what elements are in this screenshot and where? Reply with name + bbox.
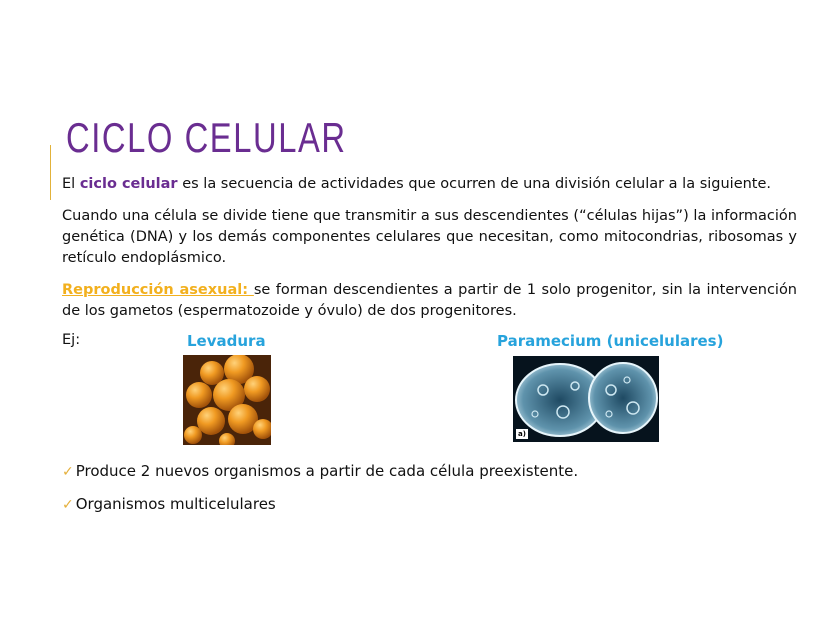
checklist-item bbox=[62, 462, 578, 480]
slide-title: CICLO CELULAR bbox=[66, 114, 347, 161]
paramecium-image bbox=[513, 356, 659, 442]
paragraph-definition-lead: El bbox=[62, 176, 80, 192]
caption-paramecium: Paramecium (unicelulares) bbox=[497, 332, 724, 350]
example-label: Ej: bbox=[62, 332, 81, 348]
paragraph-definition-rest: es la secuencia de actividades que ocurren de una división celular a la siguiente. bbox=[177, 176, 772, 192]
checklist-item bbox=[62, 495, 276, 513]
yeast-image bbox=[183, 355, 271, 445]
yeast-cells-illustration bbox=[183, 355, 271, 445]
checklist-item-text: Produce 2 nuevos organismos a partir de cada célula preexistente. bbox=[75, 462, 579, 480]
accent-bar bbox=[50, 145, 51, 200]
paragraph-division: Cuando una célula se divide tiene que transmitir a sus descendientes (“células hijas”) la información genética (DNA) y los demás componentes celulares que necesitan, como mitocondrias, ribosomas y retículo endoplásmico. bbox=[62, 208, 797, 266]
check-mark-icon: ✓ bbox=[62, 464, 74, 480]
paragraph-asexual-rest: se forman descendientes a partir de 1 solo progenitor, sin la intervención de los gametos (espermatozoide y óvulo) de dos progenitores. bbox=[62, 282, 798, 319]
term-reproduccion-asexual: Reproducción asexual: bbox=[62, 282, 254, 298]
check-mark-icon: ✓ bbox=[62, 497, 74, 513]
caption-levadura: Levadura bbox=[187, 332, 266, 350]
paragraph-asexual bbox=[62, 280, 797, 322]
paragraph-definition bbox=[62, 174, 797, 195]
image-label: a) bbox=[516, 429, 528, 439]
checklist-item-text: Organismos multicelulares bbox=[75, 495, 276, 513]
paramecium-cells-illustration bbox=[513, 356, 659, 442]
term-ciclo-celular: ciclo celular bbox=[79, 176, 178, 192]
